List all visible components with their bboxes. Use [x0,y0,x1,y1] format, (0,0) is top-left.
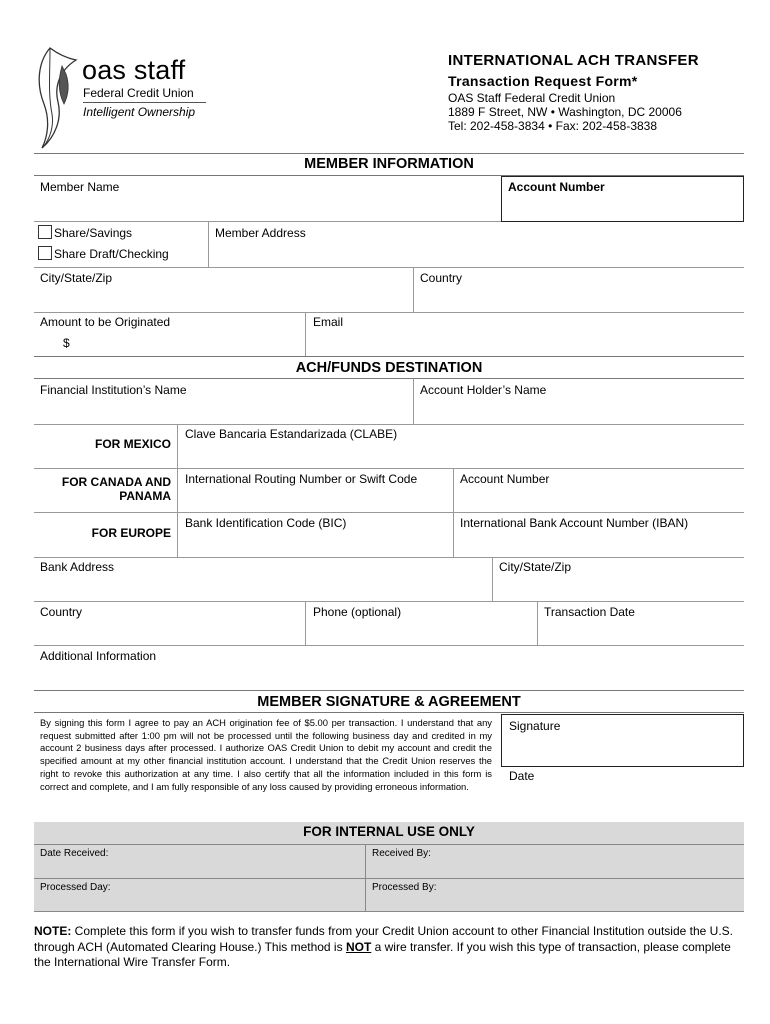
iban-label: International Bank Account Number (IBAN) [460,516,689,530]
routing-field[interactable] [181,488,449,510]
note-text [34,924,734,971]
logo-name: oas staff [82,55,186,85]
member-country-label: Country [420,271,463,285]
holder-name-label: Account Holder’s Name [420,383,547,397]
divider [305,601,306,645]
section-title-signature: MEMBER SIGNATURE & AGREEMENT [257,694,521,710]
fi-name-label: Financial Institution’s Name [40,383,187,397]
received-by-label: Received By: [372,848,431,859]
logo-subtitle: Federal Credit Union [83,86,194,100]
note-label: NOTE: [34,924,72,938]
form-subtitle: Transaction Request Form* [448,73,638,89]
iban-field[interactable] [457,532,742,554]
divider [305,312,306,356]
divider [34,356,744,357]
divider [34,844,744,845]
member-country-field[interactable] [416,287,742,309]
amount-label: Amount to be Originated [40,315,171,329]
leaf-logo-icon [36,44,80,152]
divider [34,911,744,912]
org-address: 1889 F Street, NW • Washington, DC 20006 [448,105,682,119]
member-city-state-zip-field[interactable] [36,287,410,309]
share-savings-checkbox[interactable] [38,225,52,239]
clabe-label: Clave Bancaria Estandarizada (CLABE) [185,427,398,441]
logo-divider [83,102,206,103]
note-body-1: Complete this form if you wish to transfer funds from your Credit Union account to other Financial Institution outside the U.S. through ACH (Automated Clearing House.) This method is [34,924,733,954]
bank-country-label: Country [40,605,83,619]
member-city-state-zip-label: City/State/Zip [40,271,113,285]
divider [34,878,744,879]
divider [34,221,501,222]
share-draft-checkbox[interactable] [38,246,52,260]
divider [34,712,744,713]
transaction-date-field[interactable] [541,621,742,643]
dest-account-number-label: Account Number [460,472,550,486]
amount-field[interactable] [74,332,302,352]
note-body-2: a wire transfer. If you wish this type of transaction, please complete the International Wire Transfer Form. [34,939,731,969]
divider [34,267,744,268]
dest-account-number-field[interactable] [457,488,742,510]
additional-info-label: Additional Information [40,649,157,663]
routing-label: International Routing Number or Swift Code [185,472,418,486]
divider [492,557,493,601]
phone-label: Phone (optional) [313,605,402,619]
section-title-member-info: MEMBER INFORMATION [304,156,474,172]
divider [34,378,744,379]
divider [34,645,744,646]
fi-name-field[interactable] [36,399,410,421]
email-field[interactable] [309,331,742,353]
bank-city-state-zip-field[interactable] [496,576,742,598]
additional-info-field[interactable] [36,665,742,687]
divider [34,512,744,513]
for-mexico-label: FOR MEXICO [94,437,171,451]
member-name-field[interactable] [36,196,496,220]
bic-label: Bank Identification Code (BIC) [185,516,347,530]
divider [177,424,178,557]
bic-field[interactable] [181,532,449,554]
for-europe-label: FOR EUROPE [91,526,171,540]
signature-label: Signature [509,719,561,733]
bank-city-state-zip-label: City/State/Zip [499,560,572,574]
divider [34,601,744,602]
logo-tagline: Intelligent Ownership [83,105,196,119]
org-phone: Tel: 202-458-3834 • Fax: 202-458-3838 [448,119,658,133]
bank-address-field[interactable] [36,576,488,598]
divider [34,557,744,558]
note-emphasis: NOT [345,939,372,954]
share-draft-label: Share Draft/Checking [54,247,169,261]
holder-name-field[interactable] [416,399,742,421]
signature-date-field[interactable] [540,768,740,786]
divider [34,468,744,469]
member-address-field[interactable] [212,242,742,264]
divider [34,312,744,313]
member-address-label: Member Address [215,226,306,240]
processed-by-label: Processed By: [372,882,437,893]
member-name-label: Member Name [40,180,120,194]
dollar-sign: $ [63,336,70,350]
divider [34,424,744,425]
bank-country-field[interactable] [36,621,302,643]
bank-address-label: Bank Address [40,560,115,574]
form-title: INTERNATIONAL ACH TRANSFER [448,52,699,69]
header-divider [34,153,744,154]
for-canada-label-line2: PANAMA [119,489,171,503]
divider [413,378,414,424]
agreement-text: By signing this form I agree to pay an ACH origination fee of $5.00 per transaction. I understand that any request submitted after 1:00 pm will not be processed until the following business day and credited in my account 2 business days after processed. I authorize OAS Credit Union to debit my account and credit the specified amount at my other financial institution account. I understand that the Credit Union reserves the right to revoke this authorization at any time. I also certify that all the information included in this form is correct and complete, and I am fully responsible of any loss caused by providing erroneous information. [40,717,492,792]
date-label: Date [509,769,535,783]
phone-field[interactable] [309,621,533,643]
processed-day-label: Processed Day: [40,882,111,893]
logo [36,44,216,154]
divider [34,690,744,691]
internal-use-panel [34,822,744,912]
share-savings-label: Share/Savings [54,226,133,240]
clabe-field[interactable] [181,443,742,465]
org-name: OAS Staff Federal Credit Union [448,91,616,105]
email-label: Email [313,315,344,329]
divider [537,601,538,645]
for-canada-label-line1: FOR CANADA AND [61,475,171,489]
account-number-label: Account Number [508,180,605,194]
section-title-destination: ACH/FUNDS DESTINATION [295,360,483,376]
transaction-date-label: Transaction Date [544,605,635,619]
divider [413,267,414,312]
divider [208,221,209,267]
date-received-label: Date Received: [40,848,109,859]
section-title-internal: FOR INTERNAL USE ONLY [303,824,475,839]
